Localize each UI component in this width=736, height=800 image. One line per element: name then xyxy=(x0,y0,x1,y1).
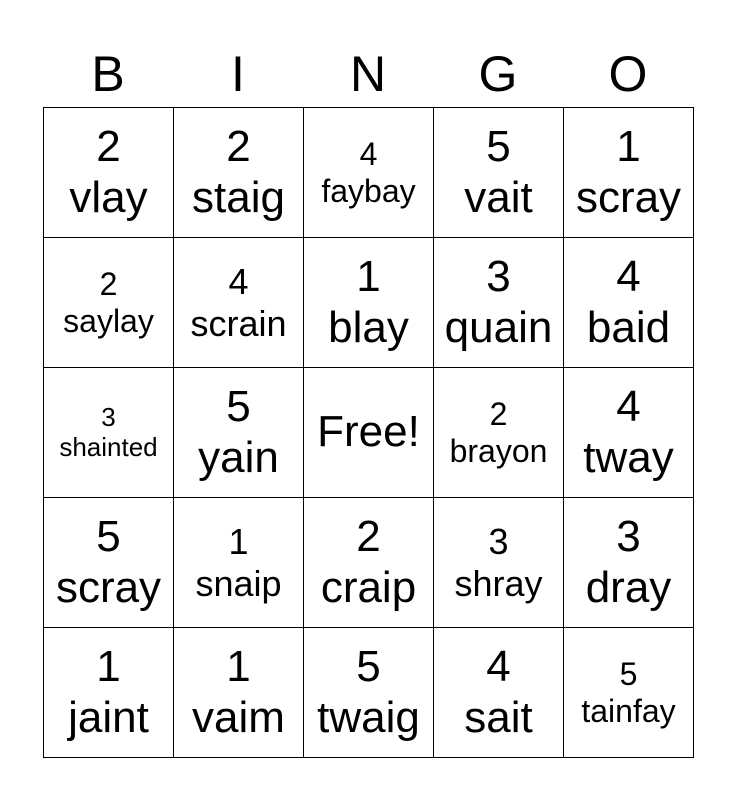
header-letter-i: I xyxy=(231,46,245,102)
cell-number: 3 xyxy=(488,521,509,563)
cell-word: scray xyxy=(55,562,162,612)
bingo-grid xyxy=(43,107,694,758)
header-letter-g: G xyxy=(478,46,518,102)
cell-number: 1 xyxy=(226,641,251,691)
header-letter-b: B xyxy=(91,46,125,102)
cell-number: 5 xyxy=(226,381,251,431)
bingo-cell-b-2[interactable] xyxy=(44,238,174,368)
cell-word: scrain xyxy=(190,302,287,344)
cell-number: 2 xyxy=(99,265,118,302)
cell-number: 4 xyxy=(616,251,641,301)
bingo-cell-i-5[interactable] xyxy=(174,628,304,758)
cell-number: 5 xyxy=(486,121,511,171)
bingo-cell-b-3[interactable] xyxy=(44,368,174,498)
cell-word: shainted xyxy=(59,431,158,462)
cell-number: 2 xyxy=(489,395,508,432)
bingo-cell-n-1[interactable] xyxy=(304,108,434,238)
cell-number: 3 xyxy=(486,251,511,301)
cell-word: shray xyxy=(454,562,543,604)
bingo-cell-n-4[interactable] xyxy=(304,498,434,628)
cell-word: dray xyxy=(585,562,672,612)
bingo-cell-i-2[interactable] xyxy=(174,238,304,368)
bingo-cell-o-2[interactable] xyxy=(564,238,694,368)
bingo-cell-g-1[interactable] xyxy=(434,108,564,238)
header-letter-o: O xyxy=(608,46,648,102)
cell-word: twaig xyxy=(317,692,420,742)
cell-number: 5 xyxy=(356,641,381,691)
cell-number: 5 xyxy=(96,511,121,561)
cell-number: 4 xyxy=(359,135,378,172)
bingo-cell-g-3[interactable] xyxy=(434,368,564,498)
free-space-label: Free! xyxy=(317,407,420,457)
cell-number: 1 xyxy=(228,521,249,563)
cell-word: faybay xyxy=(321,172,416,209)
cell-number: 1 xyxy=(616,121,641,171)
cell-word: saylay xyxy=(63,302,154,339)
cell-word: staig xyxy=(192,172,285,222)
cell-number: 4 xyxy=(486,641,511,691)
cell-number: 3 xyxy=(616,511,641,561)
cell-number: 4 xyxy=(228,261,249,303)
cell-word: brayon xyxy=(449,432,548,469)
bingo-header xyxy=(43,44,693,104)
cell-number: 3 xyxy=(101,401,116,432)
cell-number: 1 xyxy=(356,251,381,301)
header-letter-n: N xyxy=(349,46,387,102)
cell-number: 5 xyxy=(619,655,638,692)
bingo-cell-b-4[interactable] xyxy=(44,498,174,628)
bingo-cell-i-1[interactable] xyxy=(174,108,304,238)
cell-word: quain xyxy=(444,302,553,352)
cell-word: craip xyxy=(320,562,417,612)
bingo-cell-g-2[interactable] xyxy=(434,238,564,368)
bingo-cell-n-2[interactable] xyxy=(304,238,434,368)
bingo-cell-b-1[interactable] xyxy=(44,108,174,238)
cell-word: vlay xyxy=(69,172,148,222)
cell-word: tainfay xyxy=(581,692,676,729)
cell-number: 1 xyxy=(96,641,121,691)
cell-number: 2 xyxy=(356,511,381,561)
cell-word: tway xyxy=(583,432,674,482)
cell-number: 4 xyxy=(616,381,641,431)
cell-word: scray xyxy=(575,172,682,222)
cell-word: baid xyxy=(586,302,671,352)
cell-word: blay xyxy=(328,302,409,352)
bingo-cell-n-5[interactable] xyxy=(304,628,434,758)
bingo-cell-b-5[interactable] xyxy=(44,628,174,758)
cell-word: yain xyxy=(198,432,279,482)
bingo-cell-o-1[interactable] xyxy=(564,108,694,238)
bingo-cell-o-3[interactable] xyxy=(564,368,694,498)
cell-word: vaim xyxy=(192,692,285,742)
cell-number: 2 xyxy=(96,121,121,171)
cell-number: 2 xyxy=(226,121,251,171)
bingo-cell-o-5[interactable] xyxy=(564,628,694,758)
cell-word: jaint xyxy=(68,692,149,742)
cell-word: vait xyxy=(464,172,533,222)
cell-word: sait xyxy=(464,692,533,742)
cell-word: snaip xyxy=(195,562,282,604)
free-space-cell[interactable] xyxy=(304,368,434,498)
bingo-cell-g-4[interactable] xyxy=(434,498,564,628)
bingo-cell-i-4[interactable] xyxy=(174,498,304,628)
bingo-cell-i-3[interactable] xyxy=(174,368,304,498)
bingo-cell-g-5[interactable] xyxy=(434,628,564,758)
bingo-cell-o-4[interactable] xyxy=(564,498,694,628)
